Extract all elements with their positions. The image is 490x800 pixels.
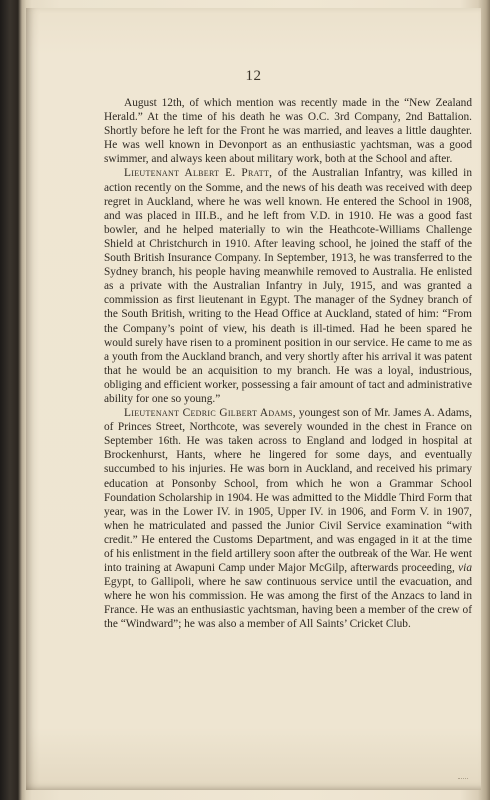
page-number: 12 (245, 68, 262, 84)
page-mark (458, 778, 468, 781)
person-name: Lieutenant Cedric Gilbert Adams, (124, 407, 296, 420)
paragraph-text: of the Australian Infantry, was killed in action recently on the Somme, and the news of his death was received with deep regret in Auckland, where he was well known. He entered the School in 1908, and was placed in III.B., and he left from V.D. in 1910. He was a good fast bowler, and he helped materially to win the Heathcote-Williams Challenge Shield at Christchurch in 1910. After leaving school, he joined the staff of the South British Insurance Company. In September, 1913, he was transferred to the Sydney branch, his people having meanwhile removed to Australia. He enlisted as a private with the Australian Infantry in July, 1915, and was granted a commission as first lieutenant in Egypt. The manager of the Sydney branch of the South British, writing to the Head Office at Auckland, stated of him: “From the Company’s point of view, his death is ill-timed. Had he been spared he would surely have risen to a prominent position in our service. He came to me as a youth from the Auckland branch, and very shortly after his arrival it was patent that he would be an acquisition to my branch. He was a loyal, industrious, obliging and efficient worker, possessing a fair amount of tact and administrative ability for one so young.” (104, 167, 472, 405)
body-text (104, 96, 472, 632)
paragraph-pratt (104, 166, 472, 406)
person-name: Lieutenant Albert E. Pratt, (124, 167, 273, 180)
book-page (26, 8, 481, 790)
paragraph-continued (104, 96, 472, 166)
paragraph-text: August 12th, of which mention was recently made in the “New Zealand Herald.” At the time of his death he was O.C. 3rd Company, 2nd Battalion. Shortly before he left for the Front he was married, and leaves a little daughter. He was well known in Devonport as an enthusiastic yachtsman, was a good swimmer, and always keen about military work, both at the School and after. (104, 97, 472, 166)
paragraph-text: Egypt, to Gallipoli, where he saw continuous service until the evacuation, and where he won his commission. He was among the first of the Anzacs to land in France. He was an enthusiastic yachtsman, having been a member of the crew of the “Windward”; he was also a member of All Saints’ Cricket Club. (104, 576, 472, 631)
paragraph-text: youngest son of Mr. James A. Adams, of Princes Street, Northcote, was severely wounded in the chest in France on September 16th. He was taken across to England and lodged in hospital at Brockenhurst, Hants, where he lingered for some days, and eventually succumbed to his injuries. He was born in Auckland, and received his primary education at Ponsonby School, from which he won a Grammar School Foundation Scholarship in 1904. He was admitted to the Middle Third Form that year, was in the Lower IV. in 1905, Upper IV. in 1906, and Form V. in 1907, when he matriculated and passed the Junior Civil Service examination “with credit.” He entered the Customs Department, and was engaged in it at the time of his enlistment in the field artillery soon after the outbreak of the War. He went into training at Awapuni Camp under Major McGilp, afterwards proceeding, (104, 407, 472, 575)
paragraph-adams (104, 406, 472, 632)
italic-word: via (458, 562, 472, 575)
